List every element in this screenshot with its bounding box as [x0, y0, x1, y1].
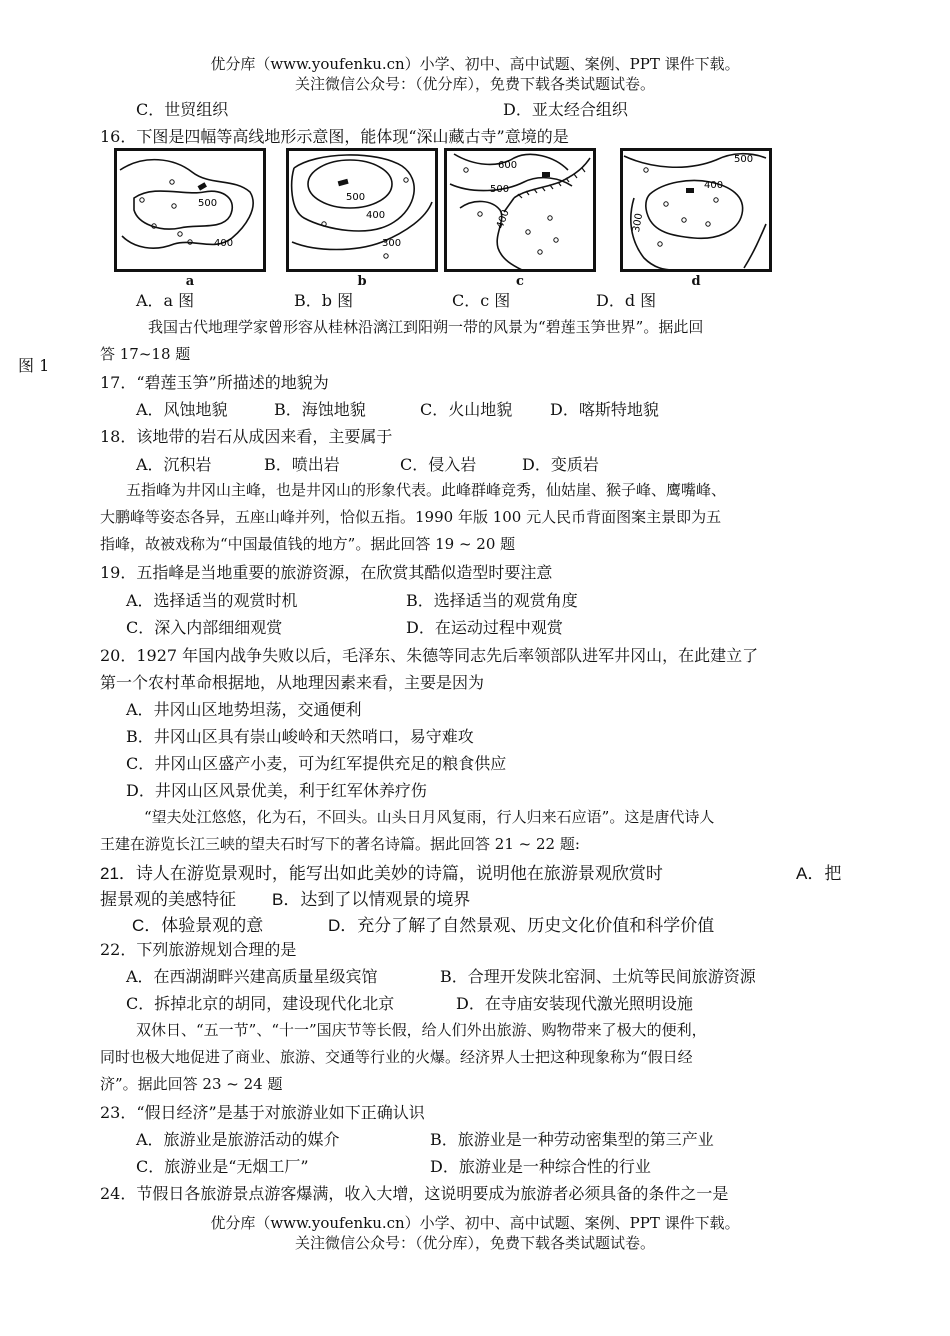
q17-option-a: A．风蚀地貌: [136, 400, 228, 419]
q20-stem-line-1: 20．1927 年国内战争失败以后，毛泽东、朱德等同志先后率领部队进军井冈山，在此建立了: [100, 646, 759, 665]
contour-label-c-400: 400: [494, 208, 512, 231]
passage-3-line-1: “望夫处江悠悠，化为石，不回头。山头日月风复雨，行人归来石应语”。这是唐代诗人: [144, 808, 715, 826]
q17-stem: 17．“碧莲玉笋”所描述的地貌为: [100, 373, 329, 392]
q20-option-a: A．井冈山区地势坦荡，交通便利: [126, 700, 362, 719]
passage-2-line-2: 大鹏峰等姿态各异，五座山峰并列，恰似五指。1990 年版 100 元人民币背面图案主景即为五: [100, 508, 722, 526]
contour-label-c-600: 600: [498, 160, 518, 171]
figure-1-label: 图 1: [18, 356, 50, 375]
header-line-1: 优分库（www.youfenku.cn）小学、初中、高中试题、案例、PPT 课件下载。: [210, 55, 740, 73]
q19-option-b: B．选择适当的观赏角度: [406, 591, 578, 610]
contour-label-b-500: 500: [346, 192, 366, 203]
passage-4-line-1: 双休日、“五一节”、“十一”国庆节等长假，给人们外出旅游、购物带来了极大的便利，: [136, 1021, 707, 1039]
q19-stem: 19．五指峰是当地重要的旅游资源，在欣赏其酷似造型时要注意: [100, 563, 553, 582]
q23-option-c: C．旅游业是“无烟工厂”: [136, 1157, 309, 1176]
passage-2-line-3: 指峰，故被戏称为“中国最值钱的地方”。据此回答 19 ~ 20 题: [100, 535, 516, 553]
contour-label-d-300: 300: [631, 212, 646, 234]
q18-option-a: A．沉积岩: [136, 455, 212, 474]
contour-map-d: [620, 148, 772, 272]
contour-map-b: [286, 148, 438, 272]
contour-label-c-500: 500: [490, 184, 510, 195]
q21-option-c: C．体验景观的意: [132, 916, 264, 935]
q23-option-a: A．旅游业是旅游活动的媒介: [136, 1130, 340, 1149]
q19-option-a: A．选择适当的观赏时机: [126, 591, 298, 610]
map-label-c: c: [516, 274, 524, 289]
q16-option-b: B．b 图: [294, 291, 354, 310]
passage-1-line-2: 答 17~18 题: [100, 345, 191, 363]
q22-option-a: A．在西湖湖畔兴建高质量星级宾馆: [126, 967, 378, 986]
q23-stem: 23．“假日经济”是基于对旅游业如下正确认识: [100, 1103, 425, 1122]
q16-stem: 16．下图是四幅等高线地形示意图，能体现“深山藏古寺”意境的是: [100, 127, 569, 146]
contour-label-d-400: 400: [704, 180, 724, 191]
contour-map-a: [114, 148, 266, 272]
passage-2-line-1: 五指峰为井冈山主峰，也是井冈山的形象代表。此峰群峰竞秀，仙姑崖、猴子峰、鹰嘴峰、: [126, 481, 727, 499]
q16-option-c: C．c 图: [452, 291, 511, 310]
q20-stem-line-2: 第一个农村革命根据地，从地理因素来看，主要是因为: [100, 673, 485, 692]
q17-option-d: D．喀斯特地貌: [550, 400, 659, 419]
q18-option-c: C．侵入岩: [400, 455, 477, 474]
q22-stem: 22．下列旅游规划合理的是: [100, 940, 297, 959]
contour-label-b-400: 400: [366, 210, 386, 221]
q22-option-d: D．在寺庙安装现代激光照明设施: [456, 994, 693, 1013]
map-label-a: a: [185, 274, 195, 289]
q21-stem: 21．诗人在游览景观时，能写出如此美妙的诗篇，说明他在旅游景观欣赏时: [100, 864, 663, 883]
q23-option-b: B．旅游业是一种劳动密集型的第三产业: [430, 1130, 714, 1149]
contour-label-b-300: 300: [382, 238, 402, 249]
q21-option-a-continued: 握景观的美感特征: [100, 890, 236, 909]
passage-3-line-2: 王建在游览长江三峡的望夫石时写下的著名诗篇。据此回答 21 ~ 22 题:: [100, 835, 580, 853]
passage-4-line-2: 同时也极大地促进了商业、旅游、交通等行业的火爆。经济界人士把这种现象称为“假日经: [100, 1048, 693, 1066]
q21-option-d: D．充分了解了自然景观、历史文化价值和科学价值: [328, 916, 715, 935]
map-label-b: b: [357, 274, 367, 289]
q19-option-d: D．在运动过程中观赏: [406, 618, 563, 637]
footer-line-1: 优分库（www.youfenku.cn）小学、初中、高中试题、案例、PPT 课件下载。: [210, 1214, 740, 1232]
passage-4-line-3: 济”。据此回答 23 ~ 24 题: [100, 1075, 283, 1093]
q18-option-d: D．变质岩: [522, 455, 599, 474]
contour-label-a-500: 500: [198, 198, 218, 209]
q19-option-c: C．深入内部细细观赏: [126, 618, 283, 637]
header-line-2: 关注微信公众号：（优分库），免费下载各类试题试卷。: [294, 75, 655, 93]
passage-1-line-1: 我国古代地理学家曾形容从桂林沿漓江到阳朔一带的风景为“碧莲玉笋世界”。据此回: [148, 318, 704, 336]
q15-option-d: D．亚太经合组织: [503, 100, 628, 119]
q20-option-c: C．井冈山区盛产小麦，可为红军提供充足的粮食供应: [126, 754, 507, 773]
q17-option-b: B．海蚀地貌: [274, 400, 366, 419]
q18-stem: 18．该地带的岩石从成因来看，主要属于: [100, 427, 393, 446]
q22-option-b: B．合理开发陕北窑洞、土炕等民间旅游资源: [440, 967, 756, 986]
footer-line-2: 关注微信公众号：（优分库），免费下载各类试题试卷。: [294, 1234, 655, 1252]
q22-option-c: C．拆掉北京的胡同，建设现代化北京: [126, 994, 395, 1013]
q18-option-b: B．喷出岩: [264, 455, 340, 474]
q16-option-a: A．a 图: [136, 291, 195, 310]
q20-option-b: B．井冈山区具有崇山峻岭和天然哨口，易守难攻: [126, 727, 474, 746]
map-label-d: d: [691, 274, 701, 289]
q15-option-c: C．世贸组织: [136, 100, 229, 119]
q16-option-d: D．d 图: [596, 291, 657, 310]
q17-option-c: C．火山地貌: [420, 400, 513, 419]
q21-option-a: A．把: [796, 864, 842, 883]
q24-stem: 24．节假日各旅游景点游客爆满，收入大增，这说明要成为旅游者必须具备的条件之一是: [100, 1184, 729, 1203]
contour-label-a-400: 400: [214, 238, 234, 249]
contour-label-d-500: 500: [734, 154, 754, 165]
q21-option-b: B．达到了以情观景的境界: [272, 890, 471, 909]
q20-option-d: D．井冈山区风景优美，利于红军休养疗伤: [126, 781, 427, 800]
contour-map-c: [444, 148, 596, 272]
q23-option-d: D．旅游业是一种综合性的行业: [430, 1157, 651, 1176]
